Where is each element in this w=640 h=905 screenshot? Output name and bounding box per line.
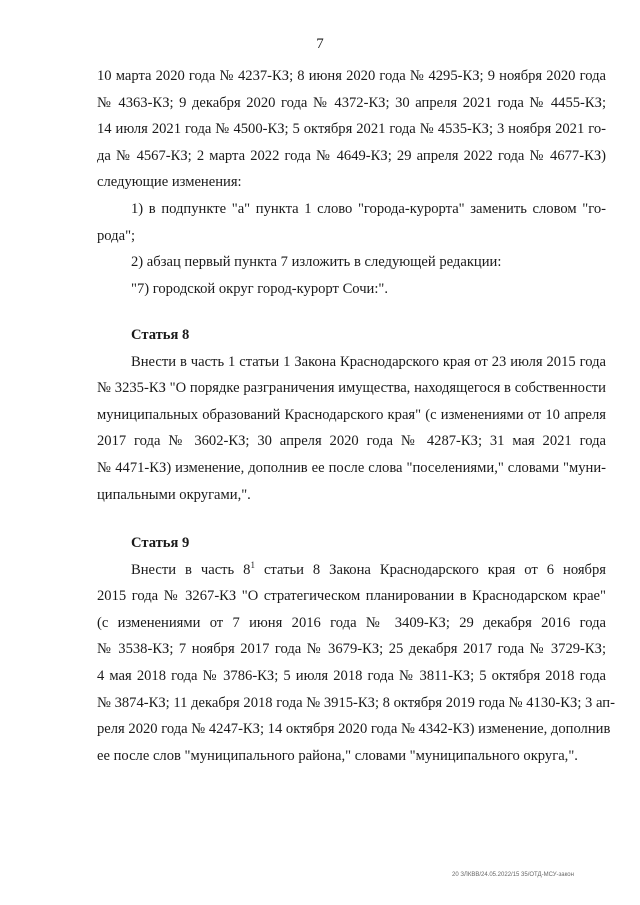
article-9-line-1-start: Внести в часть 8: [131, 561, 251, 578]
document-footer-code: 20 ЗЛКВВ/24.05.2022/15 35/ОТД-МСУ-закон: [452, 872, 574, 878]
quote-line: "7) городской округ город-курорт Сочи:".: [131, 280, 389, 297]
article-8-line-3: муниципальных образований Краснодарского края" (с изменениями от 10 апреля: [97, 406, 606, 423]
article-8-line-5: № 4471-КЗ) изменение, дополнив ее после слова "поселениями," словами "муни-: [97, 459, 606, 476]
intro-line-4: да № 4567-КЗ; 2 марта 2022 года № 4649-КЗ; 29 апреля 2022 года № 4677-КЗ): [97, 147, 606, 164]
item2-line: 2) абзац первый пункта 7 изложить в следующей редакции:: [131, 254, 502, 271]
article-9-line-8: ее после слов "муниципального района," словами "муниципального округа,".: [97, 747, 578, 764]
article-9-line-6: № 3874-КЗ; 11 декабря 2018 года № 3915-КЗ; 8 октября 2019 года № 4130-КЗ; 3 ап-: [97, 694, 615, 711]
article-9-line-5: 4 мая 2018 года № 3786-КЗ; 5 июля 2018 года № 3811-КЗ; 5 октября 2018 года: [97, 667, 606, 684]
article-9-heading: Статья 9: [131, 535, 190, 551]
intro-section: [97, 63, 606, 302]
article-8-heading: Статья 8: [131, 327, 190, 343]
article-9-line-3: (с изменениями от 7 июня 2016 года № 3409-КЗ; 29 декабря 2016 года: [97, 614, 606, 631]
article-9-line-1-end: статьи 8 Закона Краснодарского края от 6 ноября: [254, 561, 606, 578]
article-9-line-2: 2015 года № 3267-КЗ "О стратегическом планировании в Краснодарском крае": [97, 588, 606, 605]
article-8-line-1: Внести в часть 1 статьи 1 Закона Краснодарского края от 23 июля 2015 года: [131, 353, 606, 370]
article-9-section: [97, 530, 615, 769]
item1-line-2: рода";: [97, 227, 136, 244]
intro-line-2: № 4363-КЗ; 9 декабря 2020 года № 4372-КЗ; 30 апреля 2021 года № 4455-КЗ;: [97, 94, 606, 111]
article-8-line-2: № 3235-КЗ "О порядке разграничения имущества, находящегося в собственности: [97, 380, 606, 397]
intro-line-1: 10 марта 2020 года № 4237-КЗ; 8 июня 2020 года № 4295-КЗ; 9 ноября 2020 года: [97, 68, 606, 84]
page-number: 7: [316, 36, 324, 52]
article-8-section: [97, 322, 606, 508]
article-9-line-1: [97, 557, 606, 584]
article-8-line-6: ципальными округами,".: [97, 486, 251, 503]
intro-line-3: 14 июля 2021 года № 4500-КЗ; 5 октября 2021 года № 4535-КЗ; 3 ноября 2021 го-: [97, 121, 606, 138]
article-9-line-4: № 3538-КЗ; 7 ноября 2017 года № 3679-КЗ; 25 декабря 2017 года № 3729-КЗ;: [97, 641, 606, 658]
intro-line-5: следующие изменения:: [97, 174, 242, 191]
article-8-line-4: 2017 года № 3602-КЗ; 30 апреля 2020 года № 4287-КЗ; 31 мая 2021 года: [97, 433, 606, 450]
superscript-one: 1: [250, 559, 255, 570]
article-9-line-7: реля 2020 года № 4247-КЗ; 14 октября 2020 года № 4342-КЗ) изменение, дополнив: [97, 721, 611, 738]
item1-line-1: 1) в подпункте "а" пункта 1 слово "города-курорта" заменить словом "го-: [131, 200, 606, 217]
